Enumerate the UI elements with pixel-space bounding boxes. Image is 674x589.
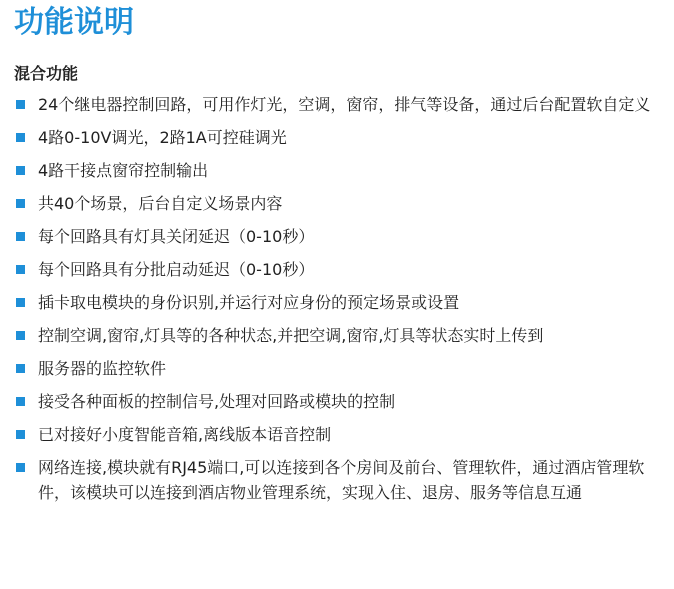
list-item <box>14 125 664 150</box>
list-item <box>14 158 664 183</box>
page-title: 功能说明 <box>14 5 134 40</box>
list-item-text: 4路干接点窗帘控制输出 <box>38 161 209 180</box>
list-item <box>14 191 664 216</box>
square-bullet-icon <box>16 265 25 274</box>
square-bullet-icon <box>16 430 25 439</box>
square-bullet-icon <box>16 133 25 142</box>
list-item <box>14 92 664 117</box>
square-bullet-icon <box>16 232 25 241</box>
list-item-text: 网络连接,模块就有RJ45端口,可以连接到各个房间及前台、管理软件，通过酒店管理软件，该模块可以连接到酒店物业管理系统，实现入住、退房、服务等信息互通 <box>38 458 645 502</box>
square-bullet-icon <box>16 298 25 307</box>
list-item-text: 每个回路具有分批启动延迟（0-10秒） <box>38 260 315 279</box>
list-item-text: 服务器的监控软件 <box>38 359 167 378</box>
section-heading: 混合功能 <box>14 64 79 83</box>
list-item <box>14 257 664 282</box>
list-item-text: 每个回路具有灯具关闭延迟（0-10秒） <box>38 227 315 246</box>
list-item <box>14 422 664 447</box>
square-bullet-icon <box>16 100 25 109</box>
square-bullet-icon <box>16 463 25 472</box>
feature-list <box>14 92 664 513</box>
square-bullet-icon <box>16 397 25 406</box>
list-item <box>14 323 664 348</box>
square-bullet-icon <box>16 166 25 175</box>
list-item-text: 已对接好小度智能音箱,离线版本语音控制 <box>38 425 332 444</box>
square-bullet-icon <box>16 199 25 208</box>
list-item-text: 接受各种面板的控制信号,处理对回路或模块的控制 <box>38 392 396 411</box>
square-bullet-icon <box>16 364 25 373</box>
list-item <box>14 455 664 505</box>
list-item <box>14 224 664 249</box>
list-item <box>14 290 664 315</box>
list-item-text: 共40个场景，后台自定义场景内容 <box>38 194 283 213</box>
list-item-text: 插卡取电模块的身份识别,并运行对应身份的预定场景或设置 <box>38 293 460 312</box>
list-item-text: 4路0-10V调光，2路1A可控硅调光 <box>38 128 287 147</box>
list-item-text: 24个继电器控制回路，可用作灯光，空调，窗帘，排气等设备，通过后台配置软自定义 <box>38 95 651 114</box>
list-item <box>14 389 664 414</box>
square-bullet-icon <box>16 331 25 340</box>
list-item <box>14 356 664 381</box>
list-item-text: 控制空调,窗帘,灯具等的各种状态,并把空调,窗帘,灯具等状态实时上传到 <box>38 326 544 345</box>
